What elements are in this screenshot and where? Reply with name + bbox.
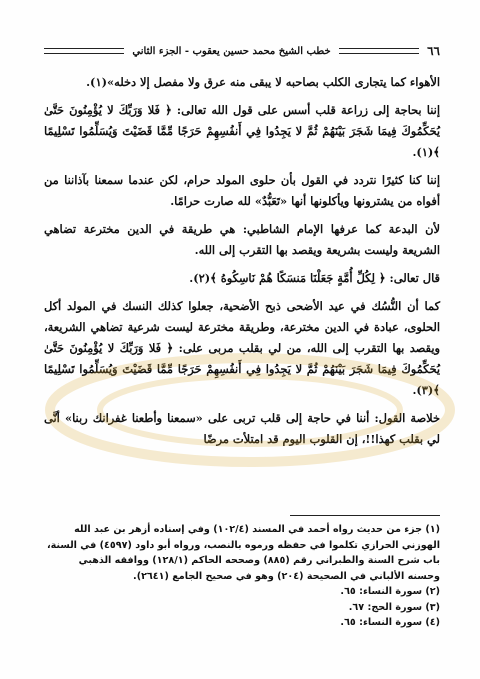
footnote: (٢) سورة النساء: ٦٥.	[340, 586, 440, 597]
paragraph: خلاصة القول: أننا في حاجة إلى قلب تربى على «سمعنا وأطعنا غفرانك ربنا» أنَّى لي بقلب كهذا!!، إن القلوب اليوم قد امتلأت مرضًا	[44, 411, 440, 446]
paragraph: لأن البدعة كما عرفها الإمام الشاطبي: هي طريقة في الدين مخترعة تضاهي الشريعة وليست بشريعة ويقصد بها التقرب إلى الله.	[44, 222, 440, 257]
footnote: (٣) سورة الحج: ٦٧.	[348, 601, 440, 613]
paragraph: الأهواء كما يتجارى الكلب بصاحبه لا يبقى منه عرق ولا مفصل إلا دخله»(١).	[86, 75, 440, 89]
footnote-separator	[290, 515, 440, 516]
paragraph: كما أن النُّسُك في عيد الأضحى ذبح الأضحية، جعلوا كذلك النسك في المولد أكل الحلوى، عبادة في الدين مخترعة، وطريقة مخترعة ليست شرعية تضاهي الشريعة، ويقصد بها التقرب إلى الله، من لي بقلب مربى على: ﴿ فَلا وَرَبِّكَ لا يُؤْمِنُونَ حَتَّىٰ يُحَكِّمُوكَ فِيمَا شَجَرَ بَيْنَهُمْ ثُمَّ لا يَجِدُوا فِي أَنفُسِهِمْ حَرَجًا مِّمَّا قَضَيْتَ وَيُسَلِّمُوا تَسْلِيمًا ﴾(٣).	[44, 299, 440, 397]
page-body	[44, 72, 440, 450]
paragraph: إننا كنا كثيرًا نتردد في القول بأن حلوى المولد حرام، لكن عندما سمعنا بآذاننا من أفواه من يشترونها ويأكلونها أنها «تَعَبُّدٌ» لله صارت حرامًا.	[44, 173, 440, 208]
footnote: (٤) سورة النساء: ٦٥.	[340, 617, 440, 628]
footnotes	[44, 515, 440, 631]
header-rule-left	[44, 48, 124, 54]
page-header	[44, 44, 440, 58]
header-rule-right	[339, 48, 419, 54]
book-title: خطب الشيخ محمد حسين يعقوب - الجزء الثاني	[132, 45, 331, 57]
paragraph: إننا بحاجة إلى زراعة قلب أسس على قول الله تعالى: ﴿ فَلا وَرَبِّكَ لا يُؤْمِنُونَ حَتَّىٰ يُحَكِّمُوكَ فِيمَا شَجَرَ بَيْنَهُمْ ثُمَّ لا يَجِدُوا فِي أَنفُسِهِمْ حَرَجًا مِّمَّا قَضَيْتَ وَيُسَلِّمُوا تَسْلِيمًا ﴾(١).	[44, 103, 440, 159]
page-number: ٦٦	[427, 44, 440, 58]
footnote: (١) جزء من حديث رواه أحمد في المسند (١٠٢/٤) وفي إسناده أزهر بن عبد الله الهوزني الحرازي تكلموا في حفظه ورموه بالنصب، ورواه أبو داود (٤٥٩٧) في السنة، باب شرح السنة والطبراني رقم (٨٨٥) وصححه الحاكم (١٢٨/١) ووافقه الذهبي وحسنه الألباني في الصحيحة (٢٠٤) وهو في صحيح الجامع (٢٦٤١).	[46, 524, 440, 582]
paragraph: قال تعالى: ﴿ لِكُلِّ أُمَّةٍ جَعَلْنَا مَنسَكًا هُمْ نَاسِكُوهُ ﴾(٢).	[189, 271, 440, 285]
